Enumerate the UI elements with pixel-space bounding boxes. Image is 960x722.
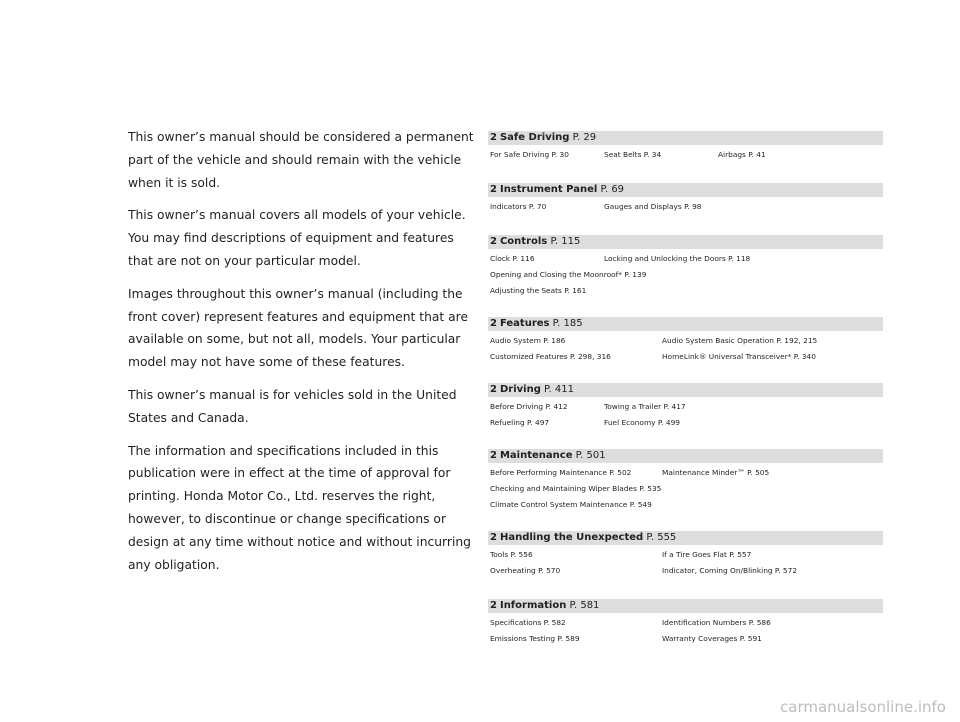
section-title: Safe Driving — [499, 132, 570, 143]
reference-arrow-icon: 2 — [490, 450, 497, 461]
toc-row — [488, 283, 883, 299]
toc-section — [488, 183, 883, 215]
intro-text — [128, 126, 475, 586]
toc-link[interactable]: Overheating P. 570 — [490, 566, 561, 575]
toc-link[interactable]: Warranty Coverages P. 591 — [662, 634, 762, 643]
toc-link[interactable]: For Safe Driving P. 30 — [490, 150, 569, 159]
toc-section — [488, 317, 883, 365]
intro-paragraph: This owner’s manual is for vehicles sold in the United States and Canada. — [128, 387, 457, 425]
section-header[interactable] — [488, 383, 883, 397]
toc-link[interactable]: Towing a Trailer P. 417 — [604, 402, 686, 411]
reference-arrow-icon: 2 — [490, 184, 497, 195]
toc-link[interactable]: Specifications P. 582 — [490, 618, 566, 627]
toc-link[interactable]: Before Performing Maintenance P. 502 — [490, 468, 632, 477]
toc-row — [488, 199, 883, 215]
toc-row — [488, 267, 883, 283]
toc-link[interactable]: Emissions Testing P. 589 — [490, 634, 580, 643]
toc-link[interactable]: Opening and Closing the Moonroof* P. 139 — [490, 270, 647, 279]
reference-arrow-icon: 2 — [490, 318, 497, 329]
intro-paragraph: This owner’s manual should be considered a permanent part of the vehicle and should remain with the vehicle when it is sold. — [128, 130, 474, 190]
toc-link[interactable]: Before Driving P. 412 — [490, 402, 568, 411]
toc-link[interactable]: Audio System P. 186 — [490, 336, 566, 345]
toc-row — [488, 563, 883, 579]
toc-row — [488, 251, 883, 267]
toc-link[interactable]: Audio System Basic Operation P. 192, 215 — [662, 336, 818, 345]
toc-row — [488, 415, 883, 431]
toc-link[interactable]: Locking and Unlocking the Doors P. 118 — [604, 254, 751, 263]
toc-link[interactable]: Airbags P. 41 — [718, 150, 766, 159]
section-header[interactable] — [488, 599, 883, 613]
reference-arrow-icon: 2 — [490, 532, 497, 543]
intro-paragraph: Images throughout this owner’s manual (including the front cover) represent features and equipment that are available on some, but not all, models. Your particular model may not have some of these features. — [128, 286, 469, 370]
toc-row — [488, 547, 883, 563]
section-title: Information — [499, 600, 567, 611]
toc-link[interactable]: HomeLink® Universal Transceiver* P. 340 — [662, 352, 816, 361]
toc-link[interactable]: If a Tire Goes Flat P. 557 — [662, 550, 752, 559]
toc-link[interactable]: Indicators P. 70 — [490, 202, 547, 211]
section-page: P. 29 — [569, 132, 597, 143]
toc-link[interactable]: Identification Numbers P. 586 — [662, 618, 771, 627]
reference-arrow-icon: 2 — [490, 600, 497, 611]
toc-section — [488, 131, 883, 163]
section-page: P. 69 — [597, 184, 625, 195]
toc-row — [488, 147, 883, 163]
section-page: P. 581 — [566, 600, 600, 611]
section-title: Driving — [499, 384, 541, 395]
toc-link[interactable]: Indicator, Coming On/Blinking P. 572 — [662, 566, 798, 575]
toc-link[interactable]: Seat Belts P. 34 — [604, 150, 662, 159]
toc-row — [488, 481, 883, 497]
toc-row — [488, 349, 883, 365]
toc-link[interactable]: Maintenance Minder™ P. 505 — [662, 468, 770, 477]
section-page: P. 555 — [643, 532, 677, 543]
toc-row — [488, 399, 883, 415]
toc-row — [488, 615, 883, 631]
toc-link[interactable]: Climate Control System Maintenance P. 549 — [490, 500, 652, 509]
toc-link[interactable]: Clock P. 116 — [490, 254, 535, 263]
toc-link[interactable]: Tools P. 556 — [490, 550, 533, 559]
section-title: Controls — [499, 236, 548, 247]
toc-link[interactable]: Gauges and Displays P. 98 — [604, 202, 702, 211]
intro-paragraph: This owner’s manual covers all models of your vehicle. You may find descriptions of equipment and features that are not on your particular model. — [128, 208, 466, 268]
toc-link[interactable]: Fuel Economy P. 499 — [604, 418, 680, 427]
watermark: carmanualsonline.info — [780, 698, 946, 716]
toc-row — [488, 497, 883, 513]
toc-section — [488, 599, 883, 647]
toc-section — [488, 383, 883, 431]
section-header[interactable] — [488, 531, 883, 545]
section-header[interactable] — [488, 131, 883, 145]
toc-section — [488, 449, 883, 513]
reference-arrow-icon: 2 — [490, 384, 497, 395]
section-title: Instrument Panel — [499, 184, 598, 195]
toc-row — [488, 333, 883, 349]
section-page: P. 411 — [540, 384, 574, 395]
section-header[interactable] — [488, 235, 883, 249]
toc-link[interactable]: Checking and Maintaining Wiper Blades P. 535 — [490, 484, 662, 493]
section-title: Features — [499, 318, 550, 329]
section-header[interactable] — [488, 449, 883, 463]
intro-paragraph: The information and specifications included in this publication were in effect at the time of approval for printing. Honda Motor Co., Ltd. reserves the right, however, to discontinue or change specifications or design at any time without notice and without incurring any obligation. — [128, 443, 471, 572]
toc-row — [488, 465, 883, 481]
toc-section — [488, 235, 883, 299]
toc-section — [488, 531, 883, 579]
reference-arrow-icon: 2 — [490, 236, 497, 247]
toc-link[interactable]: Refueling P. 497 — [490, 418, 550, 427]
section-title: Handling the Unexpected — [499, 532, 644, 543]
quick-reference-toc — [488, 131, 883, 647]
toc-link[interactable]: Customized Features P. 298, 316 — [490, 352, 611, 361]
toc-link[interactable]: Adjusting the Seats P. 161 — [490, 286, 587, 295]
toc-row — [488, 631, 883, 647]
reference-arrow-icon: 2 — [490, 132, 497, 143]
section-page: P. 185 — [549, 318, 583, 329]
section-header[interactable] — [488, 183, 883, 197]
section-page: P. 501 — [572, 450, 606, 461]
section-page: P. 115 — [547, 236, 581, 247]
section-title: Maintenance — [499, 450, 573, 461]
section-header[interactable] — [488, 317, 883, 331]
